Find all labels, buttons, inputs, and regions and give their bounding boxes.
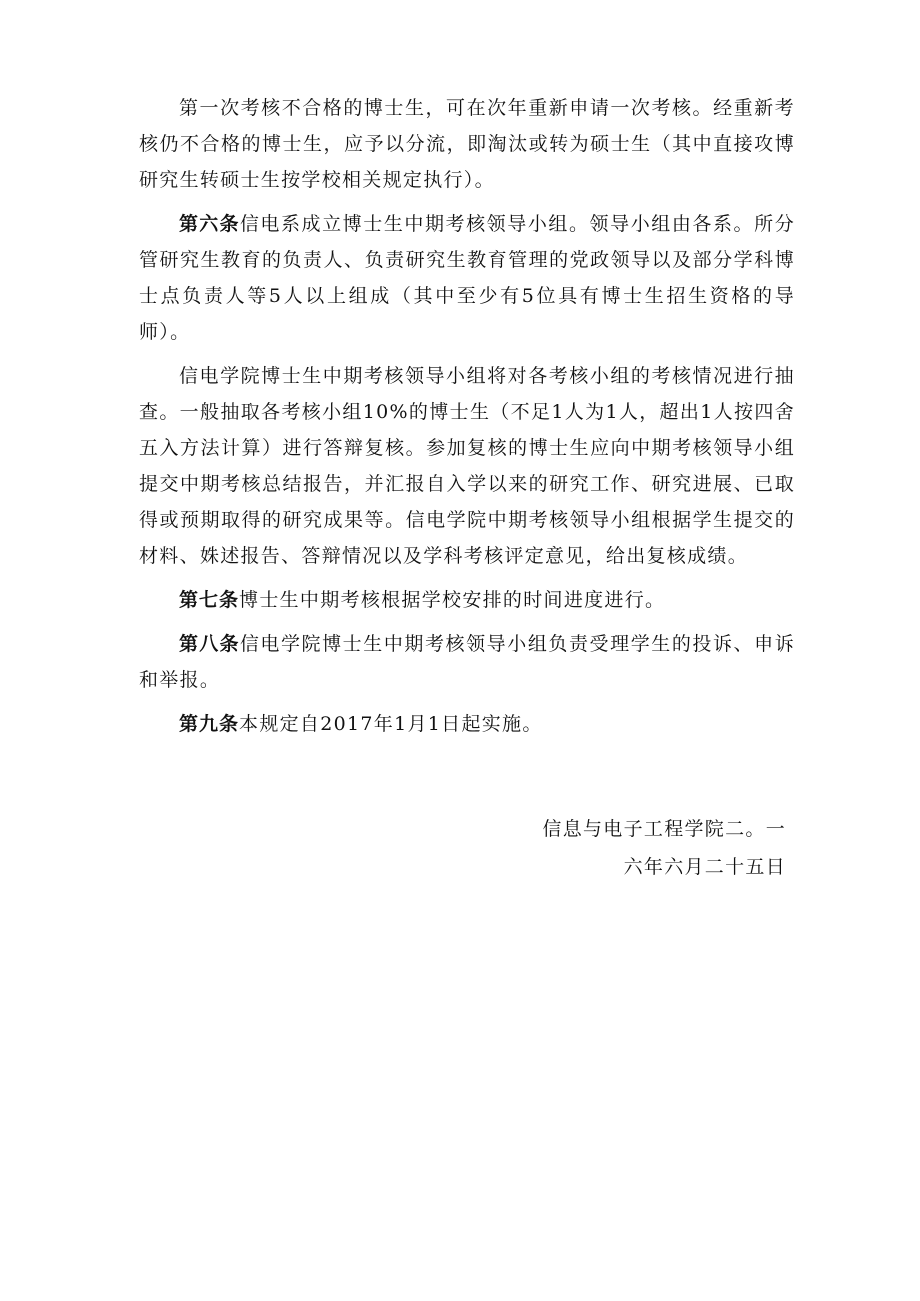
article-six (139, 206, 795, 350)
signature-date: 六年六月二十五日 (623, 856, 786, 878)
paragraph-text: 信电系成立博士生中期考核领导小组。领导小组由各系。所分管研究生教育的负责人、负责研究生教育管理的党政领导以及部分学科博士点负责人等5人以上组成（其中至少有5位具有博士生招生资格的导师）。 (139, 213, 795, 343)
paragraph-text: 本规定自2017年1月1日起实施。 (239, 713, 543, 735)
article-eight (139, 626, 795, 698)
document-body (139, 90, 795, 742)
paragraph-gap (139, 574, 795, 582)
paragraph-gap (139, 198, 795, 206)
article-label: 第九条 (179, 713, 240, 735)
signature-block (542, 810, 786, 886)
signature-org: 信息与电子工程学院二。一 (542, 818, 786, 840)
paragraph-spot-check (139, 358, 795, 574)
paragraph-gap (139, 350, 795, 358)
article-label: 第八条 (179, 633, 240, 655)
paragraph-text: 博士生中期考核根据学校安排的时间进度进行。 (239, 589, 666, 611)
paragraph-text: 信电学院博士生中期考核领导小组将对各考核小组的考核情况进行抽查。一般抽取各考核小组10%的博士生（不足1人为1人，超出1人按四舍五入方法计算）进行答辩复核。参加复核的博士生应向中期考核领导小组提交中期考核总结报告，并汇报自入学以来的研究工作、研究进展、已取得或预期取得的研究成果等。信电学院中期考核领导小组根据学生提交的材料、姝述报告、答辩情况以及学科考核评定意见，给出复核成绩。 (139, 365, 795, 567)
paragraph-gap (139, 698, 795, 706)
paragraph-gap (139, 618, 795, 626)
paragraph-text: 信电学院博士生中期考核领导小组负责受理学生的投诉、申诉和举报。 (139, 633, 795, 691)
article-label: 第六条 (179, 213, 240, 235)
article-nine (139, 706, 795, 742)
article-label: 第七条 (179, 589, 240, 611)
paragraph-reassessment (139, 90, 795, 198)
article-seven (139, 582, 795, 618)
paragraph-text: 第一次考核不合格的博士生，可在次年重新申请一次考核。经重新考核仍不合格的博士生，应予以分流，即淘汰或转为硕士生（其中直接攻博研究生转硕士生按学校相关规定执行）。 (139, 97, 795, 191)
